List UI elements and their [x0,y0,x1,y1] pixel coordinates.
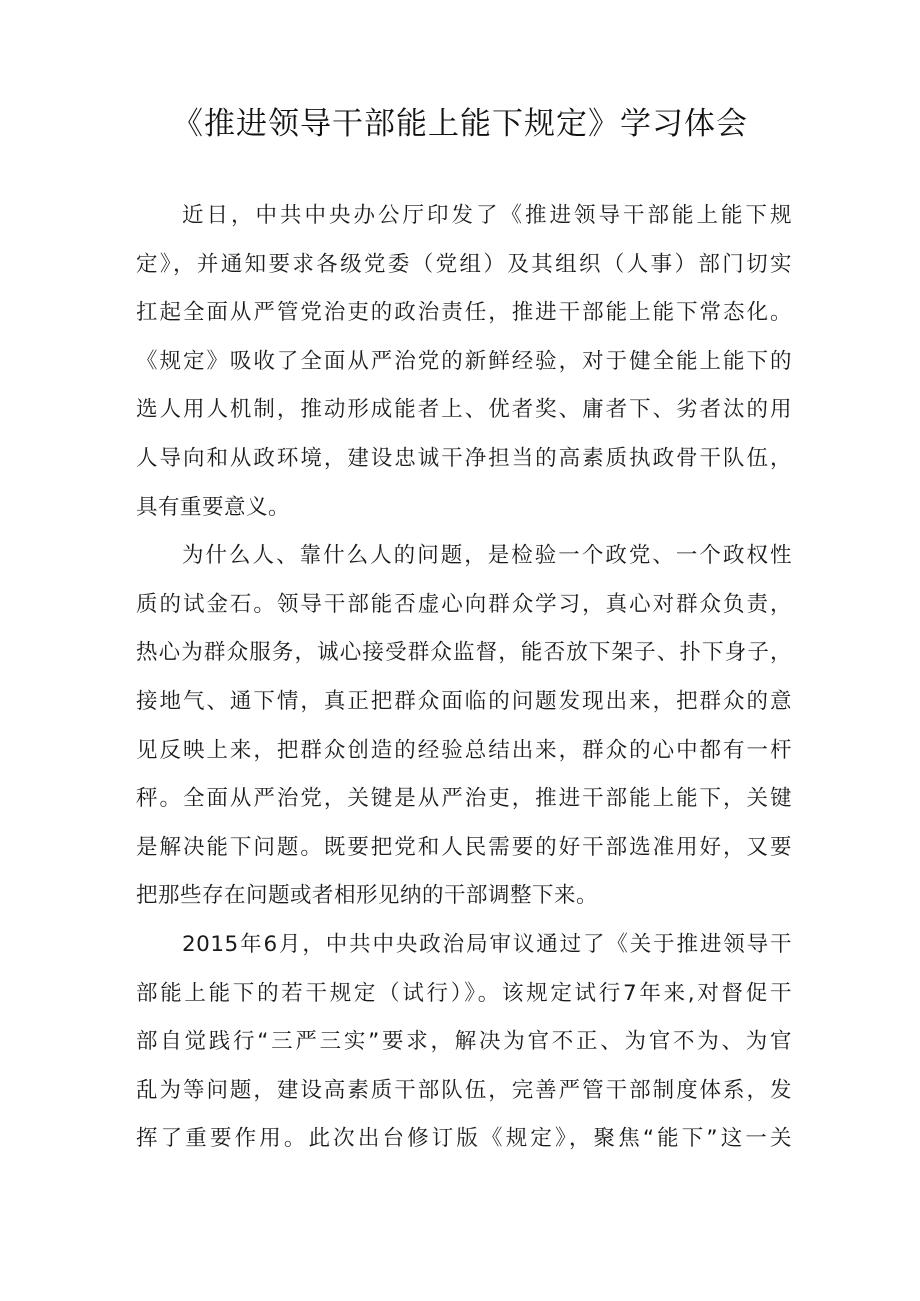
paragraph-2 [136,532,792,921]
text-line: 扛起全面从严管党治吏的政治责任，推进干部能上能下常态化。 [136,300,792,326]
text-line: 挥了重要作用。此次出台修订版《规定》，聚焦“能下”这一关 [136,1126,792,1152]
text-line: 是解决能下问题。既要把党和人民需要的好干部选准用好，又要 [136,834,792,860]
text-line: 人导向和从政环境，建设忠诚干净担当的高素质执政骨干队伍， [136,445,792,471]
text-line: 定》，并通知要求各级党委（党组）及其组织（人事）部门切实 [136,251,792,277]
text-line: 部能上能下的若干规定（试行）》。该规定试行7年来,对督促干 [136,980,792,1006]
text-line: 把那些存在问题或者相形见纳的干部调整下来。 [136,883,599,909]
text-line: 部自觉践行“三严三实”要求，解决为官不正、为官不为、为官 [136,1029,792,1055]
text-line: 见反映上来，把群众创造的经验总结出来，群众的心中都有一杆 [136,737,792,763]
text-line: 质的试金石。领导干部能否虚心向群众学习，真心对群众负责， [136,591,792,617]
document-body [136,192,792,1164]
text-line: 热心为群众服务，诚心接受群众监督，能否放下架子、扑下身子， [136,640,792,666]
text-line: 接地气、通下情，真正把群众面临的问题发现出来，把群众的意 [136,688,792,714]
text-line: 《规定》吸收了全面从严治党的新鲜经验，对于健全能上能下的 [136,348,792,374]
text-line: 秤。全面从严治党，关键是从严治吏，推进干部能上能下，关键 [136,786,792,812]
paragraph-1 [136,192,792,532]
text-line: 近日，中共中央办公厅印发了《推进领导干部能上能下规 [182,203,792,228]
document-title: 《推进领导干部能上能下规定》学习体会 [172,106,748,142]
text-line: 选人用人机制，推动形成能者上、优者奖、庸者下、劣者汰的用 [136,397,792,423]
text-line: 具有重要意义。 [136,494,291,520]
paragraph-3 [136,921,792,1164]
text-line: 2015年6月，中共中央政治局审议通过了《关于推进领导干 [182,931,792,957]
text-line: 乱为等问题，建设高素质干部队伍，完善严管干部制度体系，发 [136,1077,792,1103]
text-line: 为什么人、靠什么人的问题，是检验一个政党、一个政权性 [182,543,792,569]
